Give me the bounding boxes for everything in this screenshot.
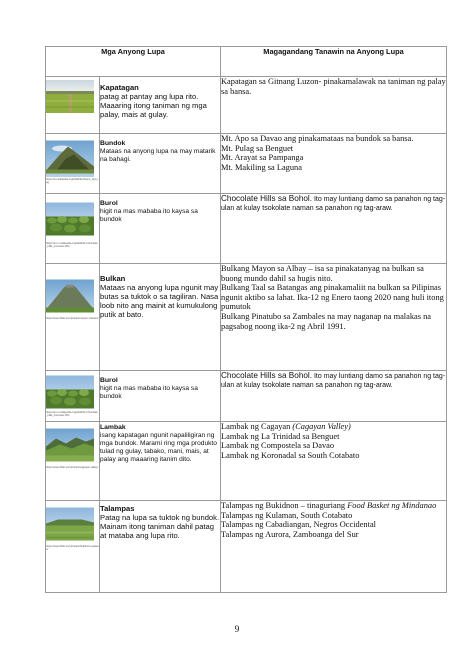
image-source: https://en.m.wikipedia.org/wiki/File:Chocolate_Hills_overview.JPG — [46, 411, 98, 417]
landform-description: higit na mas mababa ito kaysa sa bundok — [100, 385, 198, 400]
landform-title: Talampas — [100, 504, 135, 513]
example-line: Bulkang Taal sa Batangas ang pinakamaliit na bulkan sa Pilipinas ngunit aktibo sa lahat. Ika-12 ng Enero taong 2020 nang huli itong pumutok — [221, 283, 444, 312]
table-row — [46, 134, 447, 194]
description-cell — [100, 194, 221, 264]
landform-title: Kapatagan — [100, 83, 139, 92]
table-row — [46, 194, 447, 264]
example-line: Talampas ng Kulaman, South Cotabato — [221, 510, 353, 520]
plateau-image — [46, 504, 94, 544]
image-cell — [46, 422, 100, 501]
landform-description: Mataas na anyong lupa ngunit may butas sa tuktok o sa tagiliran. Nasa loob nito ang mainit at kumukulong putik at bato. — [100, 283, 219, 319]
example-line — [221, 501, 446, 511]
landform-description: Mataas na anyong lupa na may matarik na bahagi. — [100, 148, 216, 163]
example-lead: Chocolate Hills sa Bohol. — [221, 194, 313, 203]
image-cell — [46, 77, 100, 134]
landform-title: Bundok — [100, 140, 126, 147]
landform-description: higit na mas mababa ito kaysa sa bundok — [100, 208, 198, 223]
examples-cell — [221, 501, 447, 593]
description-cell — [100, 134, 221, 194]
image-cell — [46, 501, 100, 593]
valley-image — [46, 425, 94, 465]
example-line — [221, 422, 446, 432]
example-text — [221, 371, 446, 390]
example-line: Talampas ng Aurora, Zamboanga del Sur — [221, 529, 359, 539]
examples-cell — [221, 134, 447, 194]
example-line-italic: Food Basket ng Mindanao — [347, 501, 437, 510]
page-number: 9 — [234, 624, 240, 634]
examples-cell — [221, 77, 447, 134]
table-row — [46, 77, 447, 134]
landform-title: Burol — [100, 200, 118, 207]
image-source: https://en.wikipedia.org/wiki/File:Mount_Apo.jpg — [46, 178, 98, 184]
example-rest: Ito may luntiang damo sa panahon ng tag-ulan at kulay tsokolate naman sa panahon ng tag-araw. — [221, 196, 446, 212]
plain-image — [46, 80, 94, 113]
examples-cell — [221, 371, 447, 422]
example-line: Bulkang Pinatubo sa Zambales na may naganap na malakas na pagsabog noong ika-2 ng Abril 1991. — [221, 311, 432, 331]
table-row — [46, 371, 447, 422]
table-header-row — [46, 47, 447, 77]
example-line: Mt. Makiling sa Laguna — [221, 162, 302, 172]
example-line: Lambak ng Compostela sa Davao — [221, 441, 335, 451]
example-line-lead: Lambak ng Cagayan — [221, 422, 293, 431]
description-cell — [100, 77, 221, 134]
table-row — [46, 264, 447, 371]
mountain-image — [46, 137, 94, 177]
description-cell — [100, 371, 221, 422]
table-row — [46, 501, 447, 593]
example-line: Bulkang Mayon sa Albay – isa sa pinakatanyag na bulkan sa buong mundo dahil sa hugis nito. — [221, 264, 424, 283]
hills-image — [46, 197, 94, 241]
examples-cell — [221, 264, 447, 371]
example-text — [221, 194, 446, 213]
example-line: Kapatagan sa Gitnang Luzon- pinakamalawak na taniman ng palay sa bansa. — [221, 77, 446, 96]
image-cell — [46, 264, 100, 371]
description-cell — [100, 501, 221, 593]
landform-description: patag at pantay ang lupa rito. Maaaring itong taniman ng mga palay, mais at gulay. — [100, 92, 207, 119]
example-rest: Ito may luntiang damo sa panahon ng tag-ulan at kulay tsokolate naman sa panahon ng tag-araw. — [221, 373, 446, 389]
image-source: https://www.flickr.com/photos/bukidnon-plateau/ — [46, 545, 99, 551]
image-source: https://www.flickr.com/photos/cagayan-valley/ — [46, 466, 99, 469]
landform-description: Patag na lupa sa tuktok ng bundok. Mainam itong taniman dahil patag at mataba ang lupa rito. — [100, 513, 220, 540]
header-scenic-landforms: Magagandang Tanawin na Anyong Lupa — [221, 47, 447, 77]
landform-title: Bulkan — [100, 274, 126, 283]
example-line-italic: (Cagayan Valley) — [292, 422, 351, 431]
example-lead: Chocolate Hills sa Bohol. — [221, 371, 313, 380]
table-row — [46, 422, 447, 501]
example-line: Lambak ng Koronadal sa South Cotabato — [221, 450, 360, 460]
landform-title: Lambak — [100, 424, 126, 431]
image-cell — [46, 194, 100, 264]
example-line: Lambak ng La Trinidad sa Benguet — [221, 431, 340, 441]
image-cell — [46, 371, 100, 422]
landforms-table — [45, 46, 447, 593]
example-line: Talampas ng Cabadiangan, Negros Occidental — [221, 520, 376, 530]
volcano-image — [46, 276, 94, 316]
image-source: https://en.m.wikipedia.org/wiki/File:Chocolate_Hills_overview.JPG — [46, 242, 98, 248]
example-line: Mt. Apo sa Davao ang pinakamataas na bundok sa bansa. — [221, 134, 414, 143]
description-cell — [100, 264, 221, 371]
example-line: Mt. Pulag sa Benguet — [221, 143, 294, 153]
image-source: https://www.flickr.com/photos/mayon-volcano/ — [46, 317, 99, 320]
landform-title: Burol — [100, 377, 118, 384]
example-line-lead: Talampas ng Bukidnon – tinaguriang — [221, 501, 348, 510]
description-cell — [100, 422, 221, 501]
header-landforms: Mga Anyong Lupa — [46, 47, 221, 77]
examples-cell — [221, 422, 447, 501]
example-line: Mt. Arayat sa Pampanga — [221, 153, 304, 163]
hills-image — [46, 374, 94, 410]
examples-cell — [221, 194, 447, 264]
image-cell — [46, 134, 100, 194]
landform-description: isang kapatagan ngunit napaliligiran ng mga bundok. Marami ring mga produkto tulad ng gulay, tabako, mani, mais, at palay ang maaaring itanim dito. — [100, 432, 217, 463]
